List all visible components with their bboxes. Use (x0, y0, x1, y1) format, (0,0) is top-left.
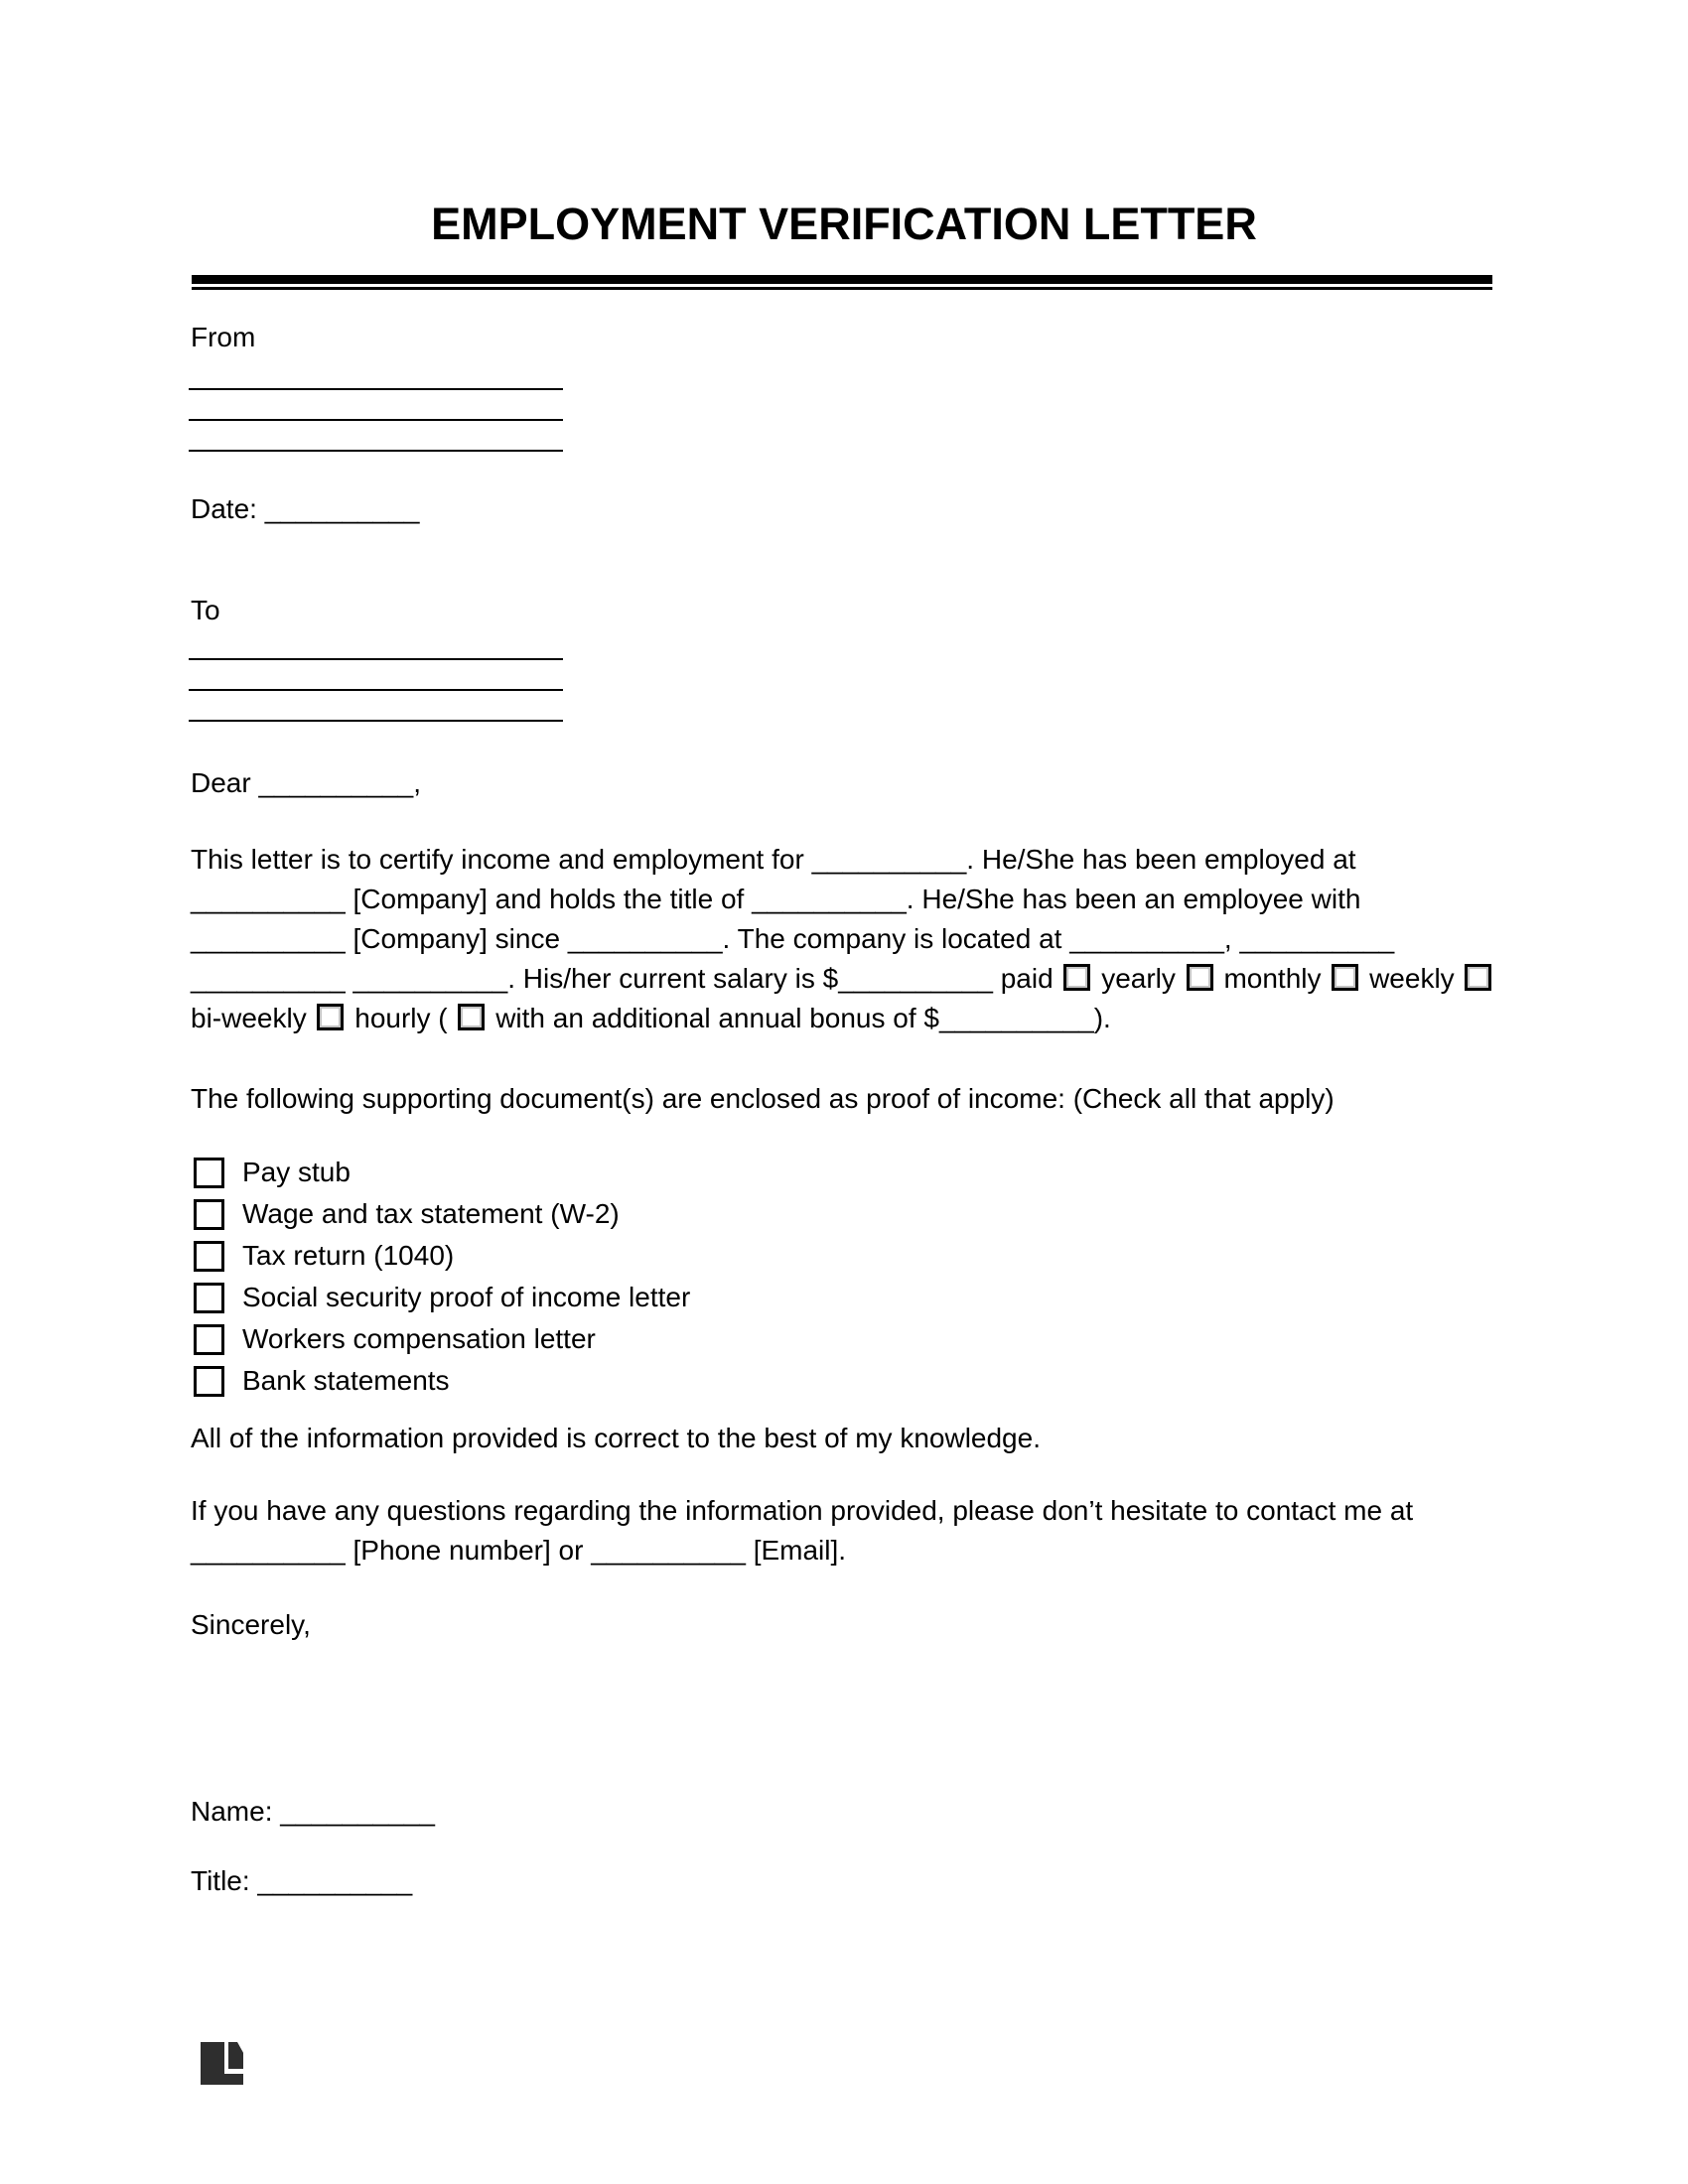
item-checkbox[interactable] (194, 1366, 224, 1397)
item-checkbox[interactable] (194, 1241, 224, 1272)
name-line[interactable]: Name: __________ (191, 1796, 435, 1827)
salutation: Dear __________, (191, 767, 421, 798)
legaltemplates-logo (201, 2042, 243, 2085)
bonus-checkbox[interactable] (458, 1004, 485, 1030)
to-blank-line-1[interactable] (189, 629, 563, 660)
supporting-docs-intro: The following supporting document(s) are enclosed as proof of income: (Check all that apply) (191, 1083, 1335, 1114)
to-blank-line-2[interactable] (189, 660, 563, 691)
checklist-item (194, 1235, 690, 1277)
item-label: Wage and tax statement (W-2) (242, 1198, 620, 1229)
paragraph-text: monthly (1215, 963, 1330, 994)
item-label: Bank statements (242, 1365, 450, 1396)
to-blank-line-3[interactable] (189, 691, 563, 722)
from-blank-line-3[interactable] (189, 421, 563, 452)
monthly-checkbox[interactable] (1187, 964, 1213, 991)
from-blank-line-2[interactable] (189, 390, 563, 421)
paragraph-text: hourly ( (347, 1003, 456, 1033)
body-paragraph (191, 840, 1511, 1038)
item-checkbox[interactable] (194, 1199, 224, 1230)
contact-paragraph: If you have any questions regarding the information provided, please don’t hesitate to contact me at __________ [Phone number] or __________ [Email]. (191, 1495, 1414, 1566)
item-checkbox[interactable] (194, 1158, 224, 1188)
item-checkbox[interactable] (194, 1324, 224, 1355)
logo-right-block (228, 2042, 243, 2069)
bi-weekly-checkbox[interactable] (1465, 964, 1491, 991)
item-checkbox[interactable] (194, 1283, 224, 1313)
paragraph-text: with an additional annual bonus of $__________). (488, 1003, 1111, 1033)
page-title: EMPLOYMENT VERIFICATION LETTER (431, 199, 1257, 249)
yearly-checkbox[interactable] (1063, 964, 1090, 991)
accuracy-statement: All of the information provided is correct to the best of my knowledge. (191, 1423, 1041, 1453)
from-label: From (191, 322, 256, 352)
checklist-item (194, 1360, 690, 1402)
title-line[interactable]: Title: __________ (191, 1865, 413, 1896)
title-divider (192, 275, 1492, 290)
item-label: Social security proof of income letter (242, 1282, 691, 1312)
checklist-item (194, 1277, 690, 1318)
paragraph-text: This letter is to certify income and employment for __________. He/She has been employed at __________ [Company] and holds the title of __________. He/She has been an employee with __________ [Company] since __________. The company is located at __________, __________ __________ __________. His/her current salary is $__________ paid (191, 844, 1395, 994)
to-label: To (191, 595, 220, 625)
checklist-item (194, 1152, 690, 1193)
checklist-item (194, 1318, 690, 1360)
signoff: Sincerely, (191, 1609, 311, 1640)
item-label: Pay stub (242, 1157, 351, 1187)
hourly-checkbox[interactable] (317, 1004, 344, 1030)
logo-bottom-bar (201, 2074, 243, 2085)
paragraph-text: yearly (1093, 963, 1184, 994)
weekly-checkbox[interactable] (1332, 964, 1358, 991)
supporting-docs-checklist (194, 1152, 690, 1402)
date-line[interactable]: Date: __________ (191, 493, 420, 524)
item-label: Workers compensation letter (242, 1323, 596, 1354)
paragraph-text: bi-weekly (191, 1003, 315, 1033)
item-label: Tax return (1040) (242, 1240, 455, 1271)
from-blank-line-1[interactable] (189, 359, 563, 390)
paragraph-text: weekly (1361, 963, 1463, 994)
checklist-item (194, 1193, 690, 1235)
